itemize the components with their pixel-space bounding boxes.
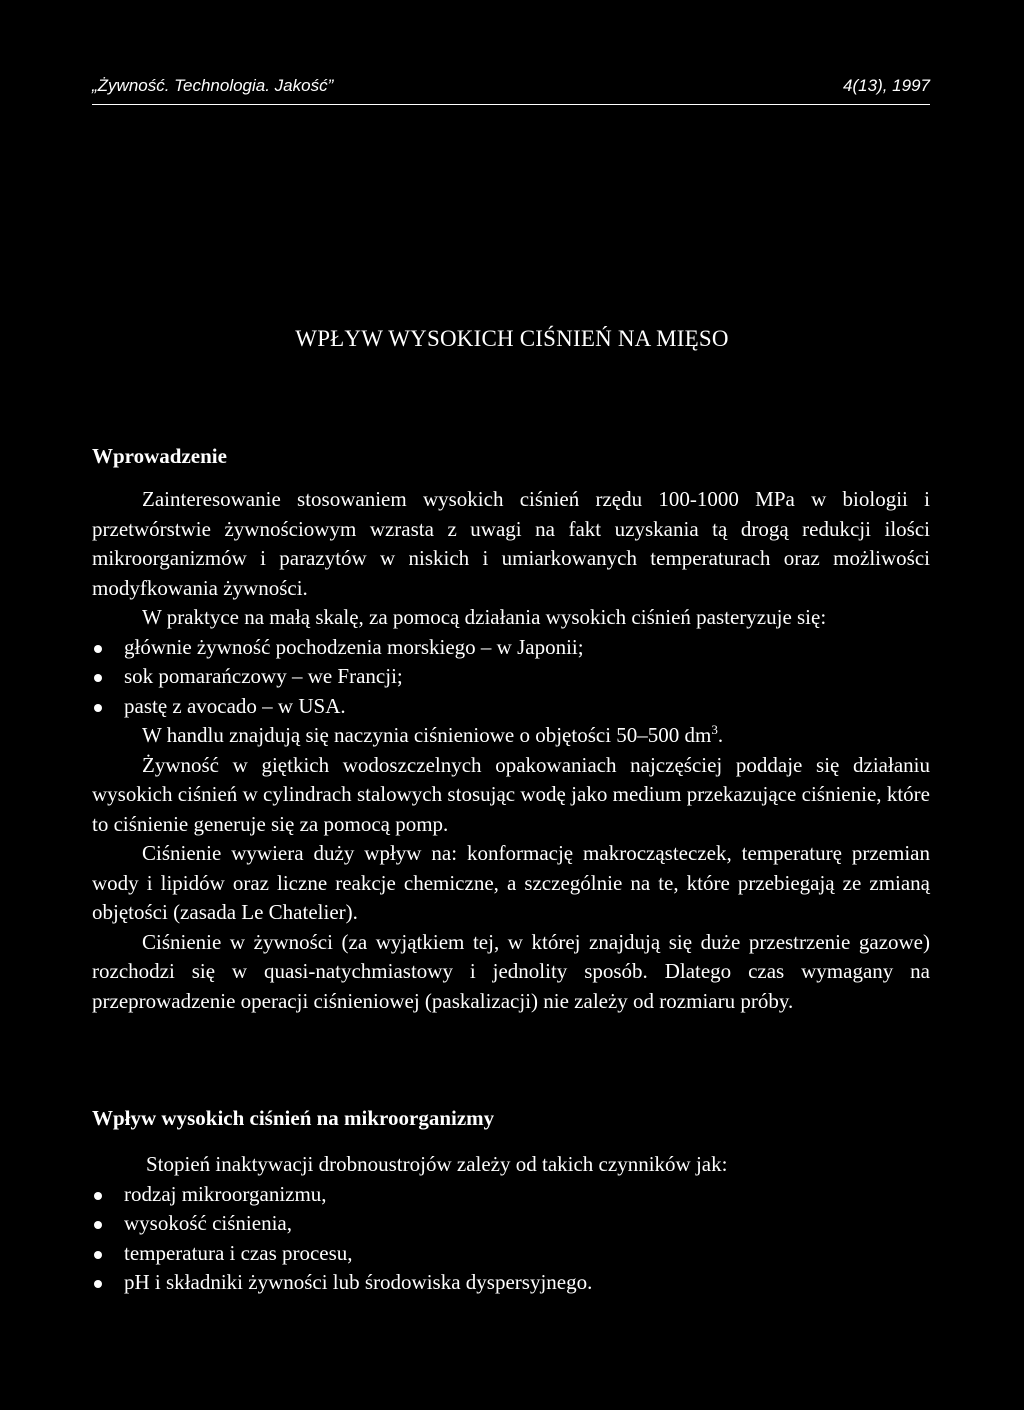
superscript: 3 <box>711 722 718 737</box>
article-title: WPŁYW WYSOKICH CIŚNIEŃ NA MIĘSO <box>295 326 729 351</box>
paragraph-end: . <box>717 723 724 747</box>
bullet-icon <box>94 1192 102 1200</box>
pasteurization-list <box>92 633 930 722</box>
bullet-icon <box>94 1221 102 1229</box>
paragraph: Żywność w giętkich wodoszczelnych opakowaniach najczęściej poddaje się działaniu wysokich ciśnień w cylindrach stalowych stosując wodę jako medium przekazujące ciśnienie, które to ciśnienie generuje się za pomocą pomp. <box>92 752 930 836</box>
list-item-text: pH i składniki żywności lub środowiska dyspersyjnego. <box>124 1270 593 1294</box>
paragraph: Stopień inaktywacji drobnoustrojów zależy od takich czynników jak: <box>146 1152 728 1176</box>
list-item <box>92 662 930 692</box>
journal-name: „Żywność. Technologia. Jakość” <box>92 76 334 95</box>
list-item-text: pastę z avocado – w USA. <box>124 693 346 718</box>
bullet-icon <box>94 704 102 712</box>
paragraph: W praktyce na małą skalę, za pomocą działania wysokich ciśnień pasteryzuje się: <box>142 605 827 629</box>
paragraph: Ciśnienie w żywności (za wyjątkiem tej, w której znajdują się duże przestrzenie gazowe) rozchodzi się w quasi-natychmiastowy i jednolity sposób. Dlatego czas wymagany na przeprowadzenie operacji ciśnieniowej (paskalizacji) nie zależy od rozmiaru próby. <box>92 929 930 1013</box>
running-header <box>92 74 930 105</box>
paragraph <box>92 721 930 751</box>
bullet-icon <box>94 645 102 653</box>
factors-list <box>92 1180 930 1298</box>
bullet-icon <box>94 1251 102 1259</box>
list-item-text: głównie żywność pochodzenia morskiego – w Japonii; <box>124 634 584 659</box>
list-item <box>92 633 930 663</box>
list-item <box>92 1209 930 1239</box>
paragraph: Zainteresowanie stosowaniem wysokich ciśnień rzędu 100-1000 MPa w biologii i przetwórstwie żywnościowym wzrasta z uwagi na fakt uzyskania tą drogą redukcji ilości mikroorganizmów i parazytów w niskich i umiarkowanych temperaturach oraz możliwości modyfkowania żywności. <box>92 487 930 600</box>
list-item <box>92 1180 930 1210</box>
list-item-text: sok pomarańczowy – we Francji; <box>124 664 403 688</box>
list-item-text: temperatura i czas procesu, <box>124 1240 353 1265</box>
section-heading-introduction: Wprowadzenie <box>92 444 227 468</box>
list-item-text: wysokość ciśnienia, <box>124 1211 292 1235</box>
list-item <box>92 1268 930 1298</box>
microorganisms-body <box>92 1150 930 1298</box>
issue-number: 4(13), 1997 <box>843 76 930 95</box>
section-heading-microorganisms: Wpływ wysokich ciśnień na mikroorganizmy <box>92 1106 495 1130</box>
paragraph-text: W handlu znajdują się naczynia ciśnieniowe o objętości 50–500 dm <box>142 723 712 747</box>
paragraph: Ciśnienie wywiera duży wpływ na: konformację makrocząsteczek, temperaturę przemian wody i lipidów oraz liczne reakcje chemiczne, a szczególnie na te, które przebiegają ze zmianą objętości (zasada Le Chatelier). <box>92 841 930 924</box>
introduction-body <box>92 485 930 1016</box>
list-item <box>92 692 930 722</box>
bullet-icon <box>94 674 102 682</box>
bullet-icon <box>94 1280 102 1288</box>
list-item <box>92 1239 930 1269</box>
list-item-text: rodzaj mikroorganizmu, <box>124 1181 327 1206</box>
